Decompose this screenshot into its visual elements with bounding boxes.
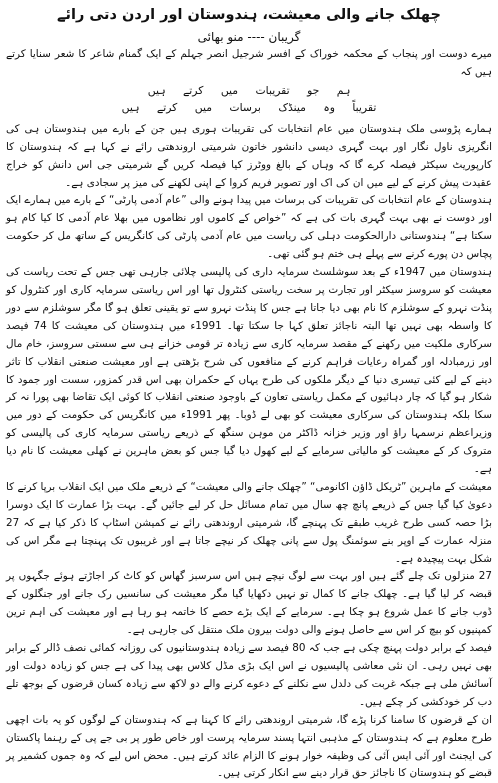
body-paragraph: 27 منزلوں تک چلے گئے ہیں اور بہت سے لوگ نیچے ہیں اس سرسبز گھاس کو کاٹ کر اجاڑتے ہوئے جگہوں پر قبضہ کر لیا گیا ہے۔ چھلک جانے کا کمال تو نہیں دکھایا گیا مگر معیشت کی سانسیں رک جانے اور جنگلوں کے ڈوب جانے کا عمل شروع ہو چکا ہے۔ سرمایے کے ایک بڑے حصے کا خاتمہ ہو رہا ہے اور معیشت کی اہم ترین کمپنیوں کو بیچ کر اس سے حاصل ہونے والی دولت بیرون ملک منتقل کی جارہی ہے۔ [6, 570, 492, 637]
article-title: چھلک جانے والی معیشت، ہندوستان اور اردن دتی رائے [57, 7, 441, 23]
body-paragraph: ہندوستان میں 1947ء کے بعد سوشلسٹ سرمایہ داری کی پالیسی چلائی جارہی تھی جس کے تحت ریاست کی معیشت کو سروسز سیکٹر اور تجارت پر سخت ریاستی کنٹرول تھا اور اس ریاستی سرمایہ کاری اور کنٹرول کو پنڈت نہرو کے سوشلزم کا نام بھی دیا جاتا ہے جس کا پنڈت نہرو سے تو یقینی تعلق ہو گا مگر سوشلزم سے دور کا واسطہ بھی نہیں تھا البتہ ناجائز تعلق کہا جا سکتا تھا۔ 1991ء میں ہندوستان کی معیشت کا 74 فیصد سرکاری ملکیت میں رکھنے کے مقصد سرمایہ کاری سے زیادہ تر قومی خزانے ہی سے سستی سروسز، خام مال اور زرمبادلہ اور گمراہ رعایات فراہم کرنے کے منافعوں کی شرح بڑھتی ہے اور معیشت صنعتی انقلاب کا تاثر دینے کے لیے کئی تیسری دنیا کے دیگر ملکوں کی طرح یہاں کے حکمران بھی اس قدر کمزور، سست اور جمود کا شکار ہو گیا کہ چار دہائیوں کے مکمل ریاستی تعاون کے باوجود صنعتی انقلاب کا کوئی ایک تقاضا بھی پورا نہ کر سکا بلکہ ہندوستان کی سرکاری معیشت کو بھی لے ڈوبا۔ پھر 1991ء میں کانگریس کی حکومت کے دور میں وزیراعظم نرسمہا راؤ اور وزیر خزانہ ڈاکٹر من موہن سنگھ کے ذریعے ریاستی سرمایہ کاری کی پالیسی کو متروک کر کے معیشت کو مالیاتی سرمایے کے لیے کھول دیا گیا جس کو بعض ماہرین نے کھلی معیشت کا نام دیا ہے۔ [6, 266, 492, 476]
body-paragraph: فیصد کے برابر دولت پہنچ چکی ہے جب کہ 80 فیصد سے زیادہ ہندوستانیوں کی روزانہ کمائی نصف ڈالر کے برابر بھی نہیں رہی۔ ان نئی معاشی پالیسیوں نے اس ایک بڑی مڈل کلاس بھی پیدا کی ہے جس کو زیادہ دولت اور آسائش ملی ہے جبکہ غربت کی دلدل سے نکلنے کے دعوے کرنے والے دو لاکھ سے زیادہ کسان قرضوں کے بوجھ تلے دب کر خودکشی کر چکے ہیں۔ [6, 642, 493, 708]
body-paragraph: ان کے قرضوں کا سامنا کرنا پڑے گا، شرمیتی اروندھتی رائے کا کہنا ہے کہ ہندوستان کے لوگوں کو یہ بات اچھی طرح معلوم ہے کہ ہندوستان کے مذہبی انتہا پسند سرمایہ پرست اور خاص طور پر بی جے پی کے رہنما پاکستان کی ایجنٹ اور آئی ایس آئی کی وظیفہ خوار ہونے کا الزام عائد کرتے ہیں۔ محض اس لیے کہ وہ جموں کشمیر پر قبضے کو ہندوستان کا ناجائز حق قرار دینے سے انکار کرتی ہیں۔ [6, 713, 492, 780]
body-paragraph: معیشت کے ماہرین ”ٹریکل ڈاؤن اکانومی“ ”چھلک جانے والی معیشت“ کے ذریعے ملک میں ایک انقلاب برپا کرنے کا دعویٰ کیا گیا جس کے ذریعے پانچ چھ سال میں تمام مسائل حل کر لیے جائیں گے۔ بہت بڑا عمارت کا ایک دوسرا بڑا حصہ کسی طرح غریب طبقے تک پہنچے گا، شرمیتی اروندھتی رائے نے کمیشن اسٹاپ کا ذکر کیا ہے کہ 27 منزلہ عمارت کے اوپر بنے سوئمنگ پول سے پانی چھلک کر نیچے جاتا ہے اور غریبوں تک پہنچتا ہے مگر اس کی شکل بہت پیچیدہ ہے۔ [6, 480, 492, 565]
verse-line-2: تقریباً وہ مینڈک برسات میں کرتے ہیں [121, 101, 377, 115]
intro-paragraph: میرے دوست اور پنجاب کے محکمہ خوراک کے افسر شرجیل انصر جہلم کے ایک گمنام شاعر کا شعر سنایا کرتے ہیں کہ [6, 48, 492, 78]
verse-line-1: ہم جو تقریبات میں کرتے ہیں [147, 83, 351, 97]
body-paragraph: ہندوستان کے عام انتخابات کی تقریبات کی برسات میں پیدا ہونے والی ”عام آدمی پارٹی“ کے بارے میں ہمارے ایک اور دوست نے بھی بہت گہری بات کی ہے کہ ”خواص کے کاموں اور نظاموں میں بھلا عام آدمی کا کیا کام ہو سکتا ہے“ ہندوستانی دارالحکومت دہلی کی ریاست میں عام آدمی پارٹی کی کانگریس کے ساتھ مل کر حکومت پچاس دن پورے کرنے سے پہلے ہی ختم ہو گئی تھی۔ [6, 194, 492, 261]
body-paragraph: ہمارے پڑوسی ملک ہندوستان میں عام انتخابات کی تقریبات ہوری ہیں جن کے بارے میں ہندوستان ہی کی انگریزی ناول نگار اور بہت گہری دیسی دانشور خاتون شرمیتی اروندھتی رائے نے کہا ہے کہ ہندوستان کا کارپوریٹ سیکٹر فیصلہ کرے گا کہ وہاں کے بالغ ووٹرز کیا فیصلہ کریں گے شرمیتی جی اس دانش کو خراج عقیدت پیش کرنے کے لیے میں ان کی اک اور تصویر فریم کروا کے اپنی لکھنے کی میز پر سجادی ہے۔ [6, 122, 492, 189]
article-byline: گریبان ---- منو بھائی [197, 30, 301, 44]
